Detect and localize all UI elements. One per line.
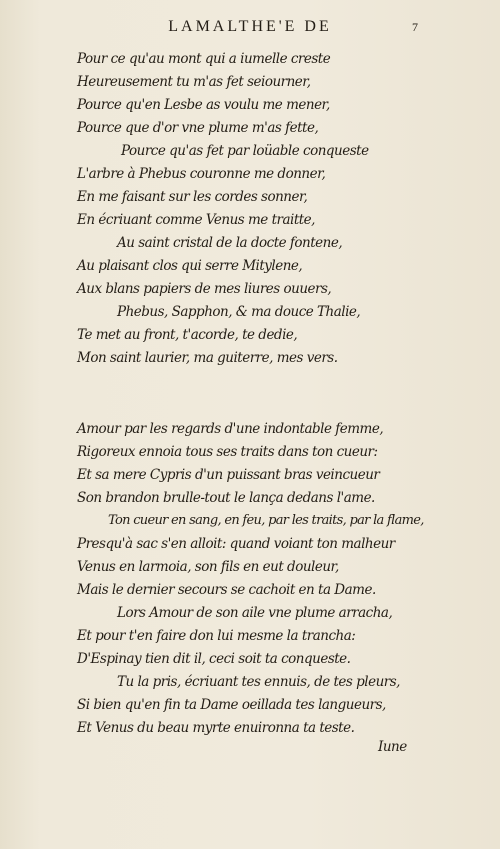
- verse-line: Phebus, Sapphon, & ma douce Thalie,: [117, 304, 361, 320]
- verse-line: Te met au front, t'acorde, te dedie,: [77, 327, 298, 343]
- page-header: [0, 18, 500, 36]
- verse-line: D'Espinay tien dit il, ceci soit ta conqueste.: [77, 651, 351, 667]
- catchword: Iune: [378, 739, 407, 755]
- verse-line: Presqu'à sac s'en alloit: quand voiant ton malheur: [77, 536, 395, 552]
- verse-line: Pource que d'or vne plume m'as fette,: [77, 120, 319, 136]
- verse-line: En écriuant comme Venus me traitte,: [77, 212, 315, 228]
- verse-line: Pource qu'en Lesbe as voulu me mener,: [77, 97, 330, 113]
- verse-line: Heureusement tu m'as fet seiourner,: [77, 74, 311, 90]
- verse-line: Mais le dernier secours se cachoit en ta Dame.: [77, 582, 376, 598]
- verse-line: Pource qu'as fet par loüable conqueste: [121, 143, 369, 159]
- verse-line: Et Venus du beau myrte enuironna ta teste.: [77, 720, 355, 736]
- verse-line: Au plaisant clos qui serre Mitylene,: [77, 258, 303, 274]
- verse-line: Et sa mere Cypris d'un puissant bras veincueur: [77, 467, 380, 483]
- verse-line: Son brandon brulle-tout le lança dedans l'ame.: [77, 490, 375, 506]
- verse-line: Rigoreux ennoia tous ses traits dans ton cueur:: [77, 444, 378, 460]
- verse-line: Tu la pris, écriuant tes ennuis, de tes pleurs,: [117, 674, 400, 690]
- running-head: LAMALTHE'E DE: [168, 18, 332, 35]
- page-number: 7: [412, 20, 418, 34]
- verse-line: Ton cueur en sang, en feu, par les traits, par la flame,: [108, 513, 424, 528]
- verse-line: Pour ce qu'au mont qui a iumelle creste: [77, 51, 331, 67]
- verse-line: Au saint cristal de la docte fontene,: [117, 235, 343, 251]
- verse-line: Mon saint laurier, ma guiterre, mes vers.: [77, 350, 338, 366]
- verse-line: En me faisant sur les cordes sonner,: [77, 189, 308, 205]
- verse-line: Si bien qu'en fin ta Dame oeillada tes langueurs,: [77, 697, 386, 713]
- verse-line: Amour par les regards d'une indontable femme,: [77, 421, 384, 437]
- verse-line: Et pour t'en faire don lui mesme la trancha:: [77, 628, 356, 644]
- verse-line: Venus en larmoia, son fils en eut douleur,: [77, 559, 339, 575]
- verse-line: L'arbre à Phebus couronne me donner,: [77, 166, 326, 182]
- verse-line: Aux blans papiers de mes liures ouuers,: [77, 281, 332, 297]
- verse-line: Lors Amour de son aile vne plume arracha,: [117, 605, 393, 621]
